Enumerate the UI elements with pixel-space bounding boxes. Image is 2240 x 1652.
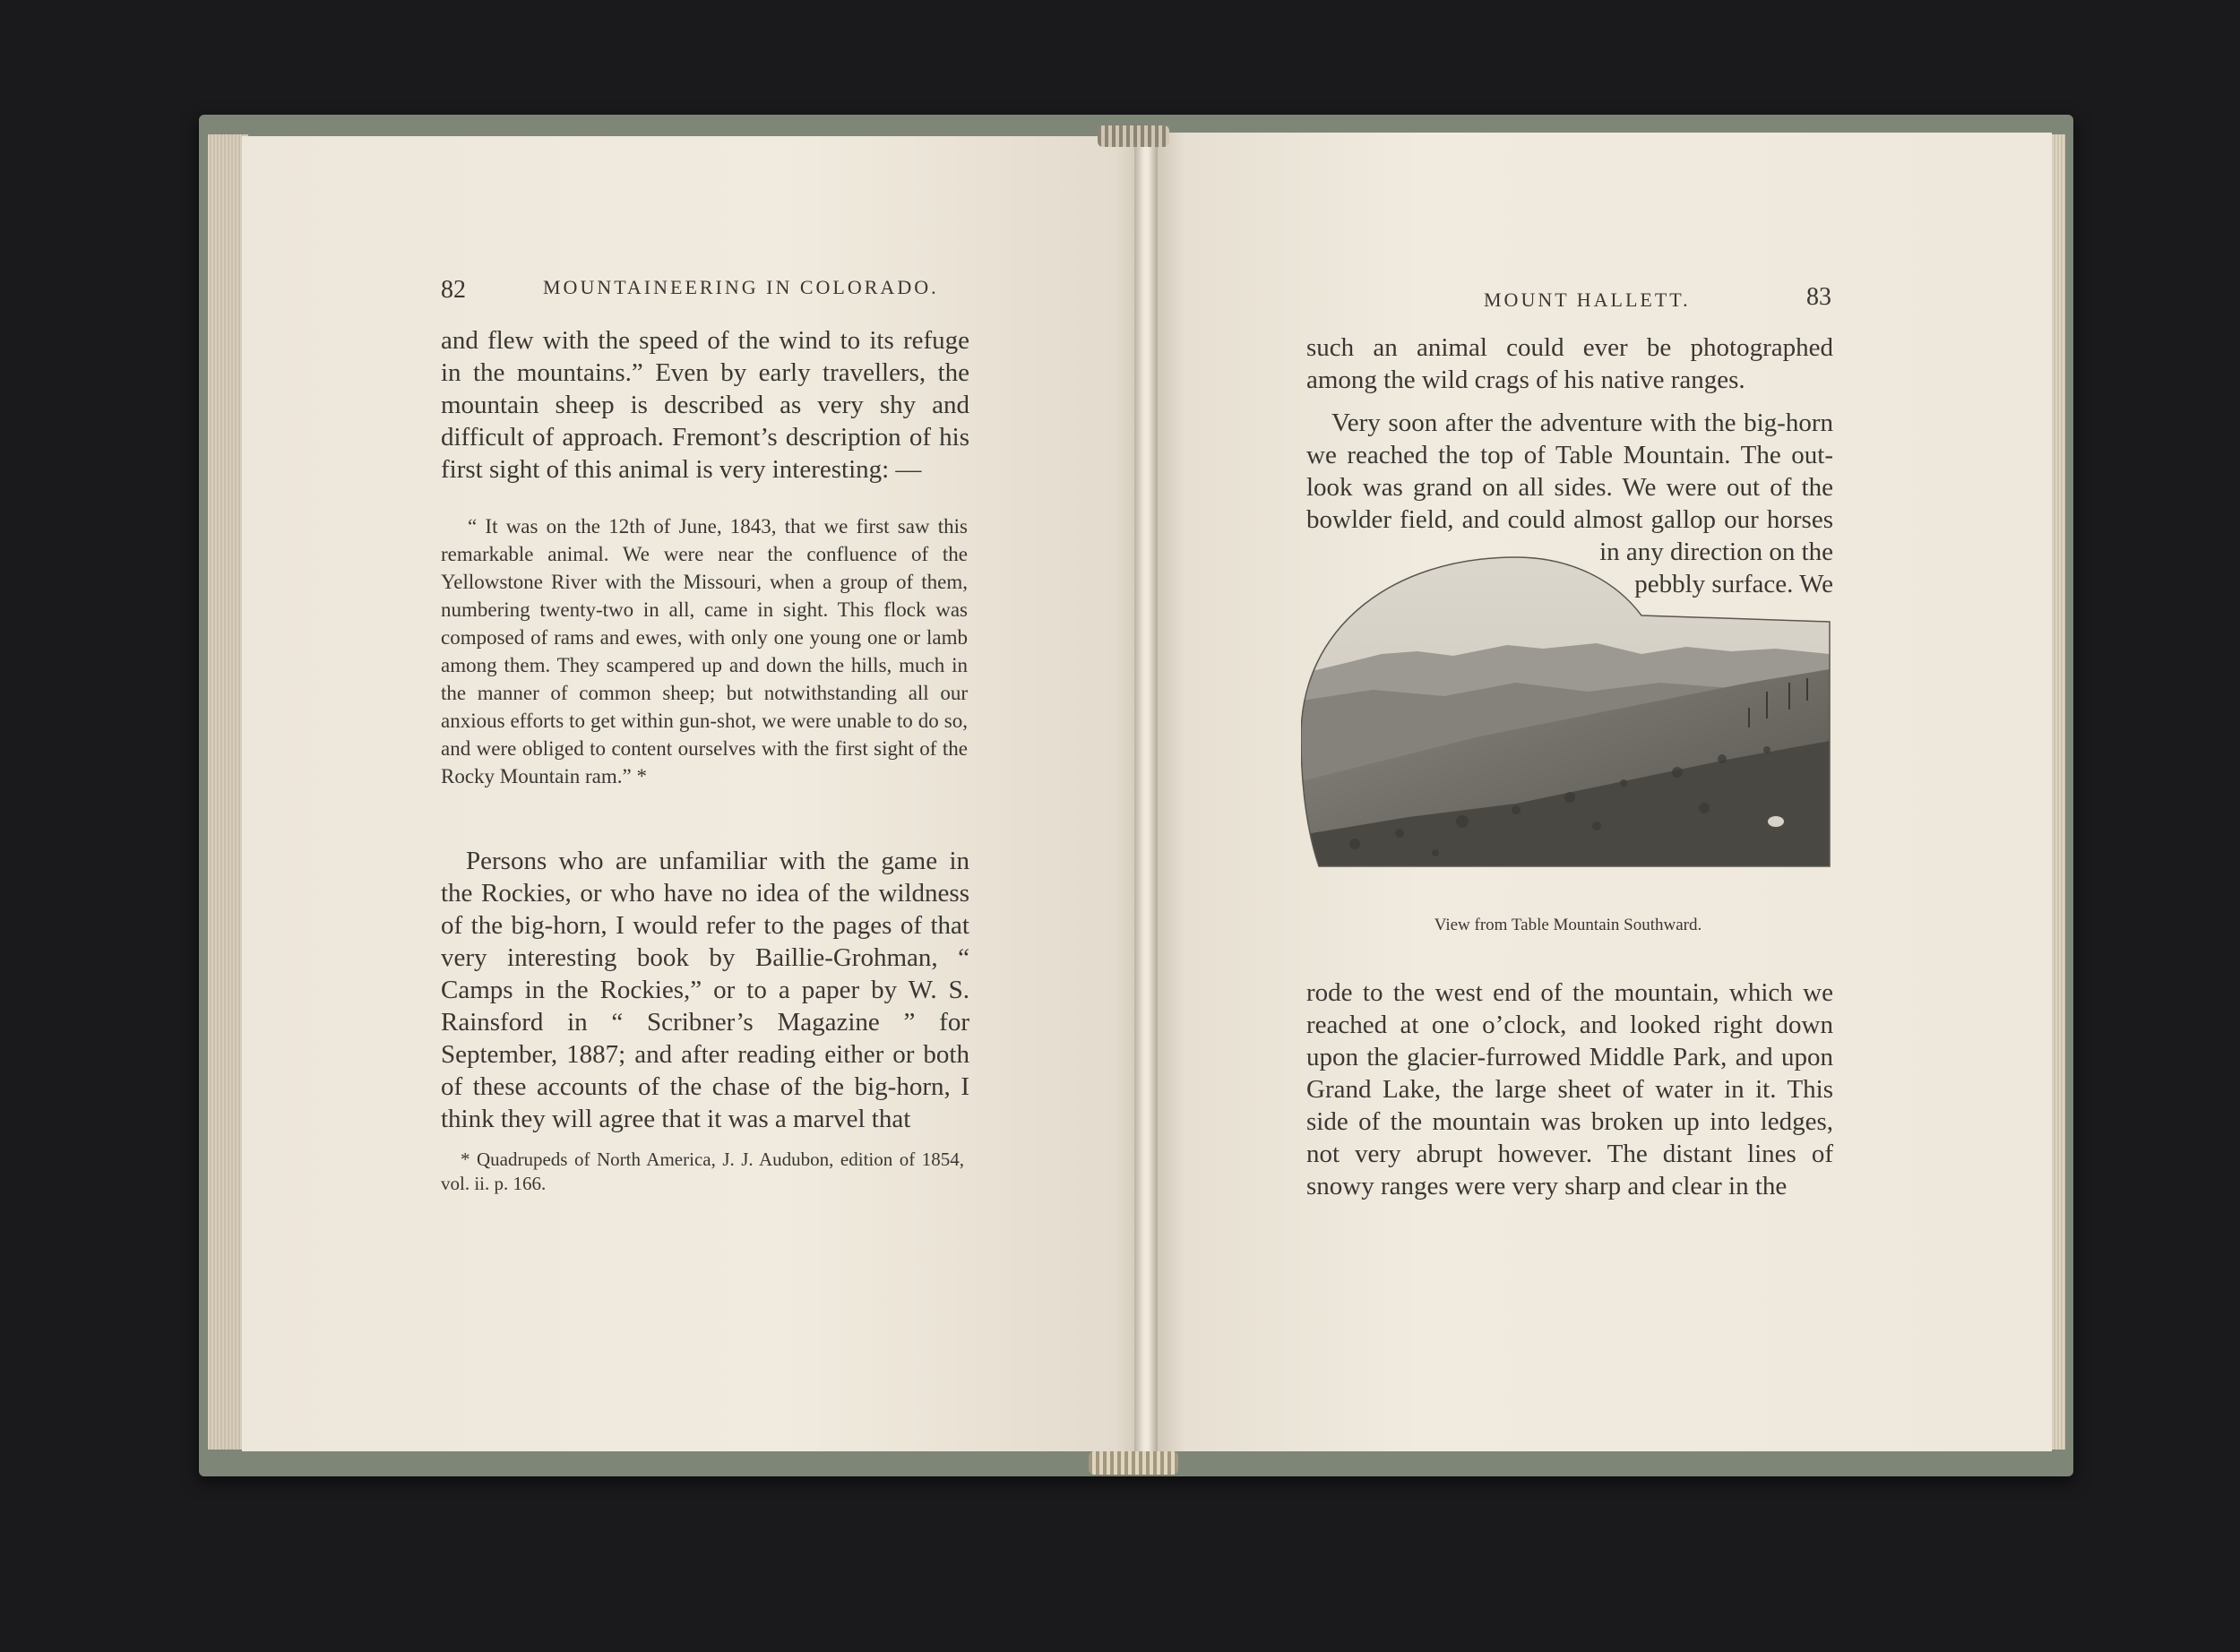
headband-bottom <box>1089 1451 1178 1475</box>
right-paragraph-two-line-6: pebbly surface. We <box>1634 570 1833 598</box>
right-paragraph-three: rode to the west end of the mountain, which we reached at one o’clock, and looked right down upon the glacier-furrowed Middle Park, and upon Grand Lake, the large sheet of water in it. This side of the mountain was broken up into ledges, not very abrupt however. The distant lines of snowy ranges were very sharp and clear in the <box>1306 978 1833 1200</box>
right-paragraph-two-line-5: in any direction on the <box>1599 538 1833 566</box>
right-running-head: MOUNT HALLETT. <box>1484 288 1691 311</box>
right-paragraph-one: such an animal could ever be photographed among the wild crags of his native ranges. <box>1306 333 1833 394</box>
mountain-landscape-image <box>1301 548 1831 871</box>
right-paragraph-two-line-4: bowlder field, and could almost gallop our horses <box>1306 505 1833 534</box>
audubon-footnote: * Quadrupeds of North America, J. J. Audubon, edition of 1854, vol. ii. p. 166. <box>441 1149 964 1194</box>
plate-caption: View from Table Mountain Southward. <box>1434 916 1702 934</box>
headband-top <box>1098 125 1169 147</box>
right-paragraph-two-line-1: Very soon after the adventure with the big-horn <box>1331 409 1833 437</box>
right-page-number: 83 <box>1806 283 1831 311</box>
left-opening-paragraph: and flew with the speed of the wind to its refuge in the mountains.” Even by early travellers, the mountain sheep is described as very shy and difficult of approach. Fremont’s description of his first sight of this animal is very interesting: — <box>441 326 969 484</box>
right-paragraph-two-line-3: look was grand on all sides. We were out of the <box>1306 473 1833 502</box>
left-page-number: 82 <box>441 276 466 304</box>
mountain-view-plate <box>1301 548 1831 871</box>
left-running-head: MOUNTAINEERING IN COLORADO. <box>543 276 939 298</box>
fremont-quotation: “ It was on the 12th of June, 1843, that we first saw this remarkable animal. We were near the confluence of the Yellowstone River with the Missouri, when a group of them, numbering twenty-two in all, came in sight. This flock was composed of rams and ewes, with only one young one or lamb among them. They scampered up and down the hills, much in the manner of common sheep; but notwithstanding all our anxious efforts to get within gun-shot, we were unable to do so, and were obliged to content ourselves with the first sight of the Rocky Mountain ram.” * <box>441 515 968 787</box>
left-closing-paragraph: Persons who are unfamiliar with the game in the Rockies, or who have no idea of the wildness of the big-horn, I would refer to the pages of that very interesting book by Baillie-Grohman, “ Camps in the Rockies,” or to a paper by W. S. Rainsford in “ Scribner’s Magazine ” for September, 1887; and after reading either or both of these accounts of the chase of the big-horn, I think they will agree that it was a marvel that <box>441 847 969 1133</box>
book-gutter <box>1134 134 1158 1457</box>
right-paragraph-two-line-2: we reached the top of Table Mountain. The out- <box>1306 441 1833 469</box>
